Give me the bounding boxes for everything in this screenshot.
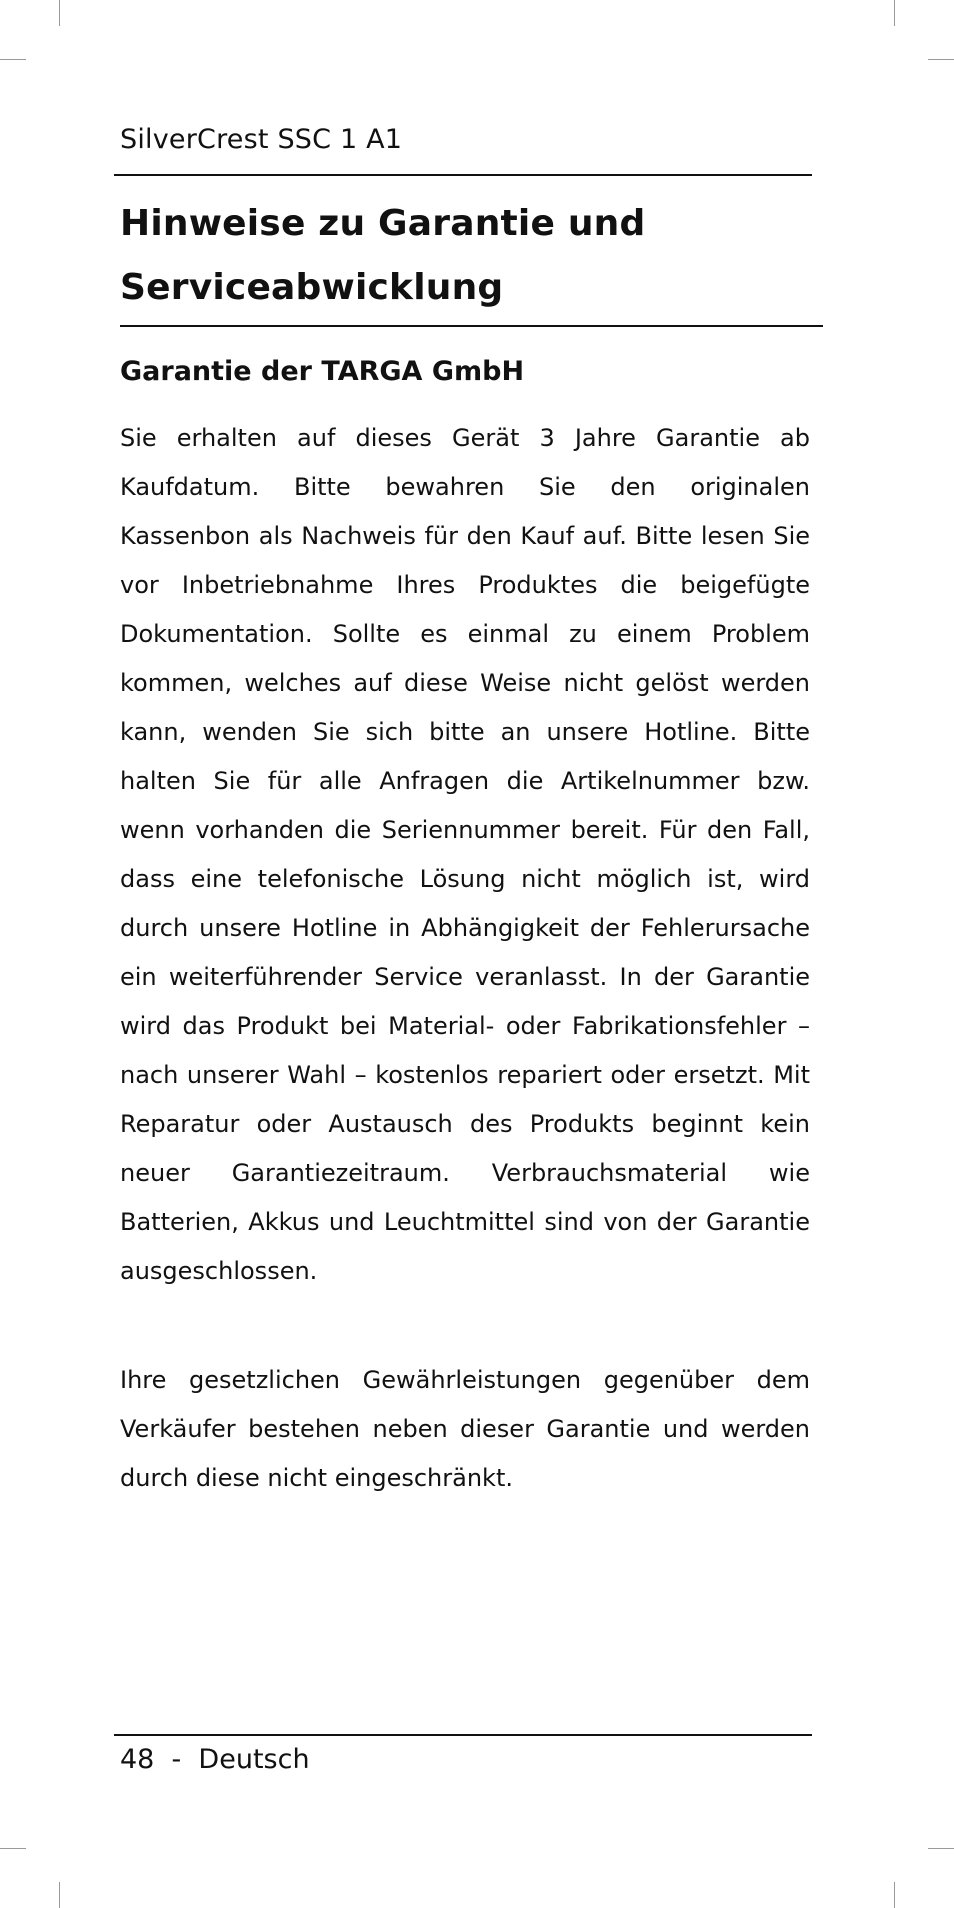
paragraph-warranty: Sie erhalten auf dieses Gerät 3 Jahre Garantie ab Kaufdatum. Bitte bewahren Sie den originalen Kassenbon als Nachweis für den Kauf auf. Bitte lesen Sie vor Inbetriebnahme Ihres Produktes die beigefügte Dokumentation. Sollte es einmal zu einem Problem kommen, welches auf diese Weise nicht gelöst werden kann, wenden Sie sich bitte an unsere Hotline. Bitte halten Sie für alle Anfragen die Artikelnummer bzw. wenn vorhanden die Seriennummer bereit. Für den Fall, dass eine telefonische Lösung nicht möglich ist, wird durch unsere Hotline in Abhängigkeit der Fehlerursache ein weiterführender Service veranlasst. In der Garantie wird das Produkt bei Material- oder Fabrikationsfehler – nach unserer Wahl – kostenlos repariert oder ersetzt. Mit Reparatur oder Austausch des Produkts beginnt kein neuer Garantiezeitraum. Verbrauchsmaterial wie Batterien, Akkus und Leuchtmittel sind von der Garantie ausgeschlossen. <box>120 424 810 1285</box>
crop-mark-top-right-h <box>928 59 954 60</box>
footer-rule <box>114 1734 812 1736</box>
crop-mark-bottom-left-h <box>0 1848 26 1849</box>
crop-mark-top-right <box>894 0 895 26</box>
page-footer: 48 - Deutsch <box>120 1744 310 1775</box>
paragraph-statutory-rights: Ihre gesetzlichen Gewährleistungen gegenüber dem Verkäufer bestehen neben dieser Garantie und werden durch diese nicht eingeschränkt. <box>120 1366 810 1492</box>
crop-mark-bottom-right-h <box>928 1848 954 1849</box>
crop-mark-bottom-right <box>894 1882 895 1908</box>
subheading: Garantie der TARGA GmbH <box>120 356 525 387</box>
title-rule <box>120 325 823 327</box>
crop-mark-top-left-h <box>0 59 26 60</box>
running-title: SilverCrest SSC 1 A1 <box>120 124 403 155</box>
section-title: Hinweise zu Garantie und Serviceabwicklung <box>120 203 646 308</box>
header-rule <box>114 174 812 176</box>
crop-mark-bottom-left <box>59 1882 60 1908</box>
crop-mark-top-left <box>59 0 60 26</box>
